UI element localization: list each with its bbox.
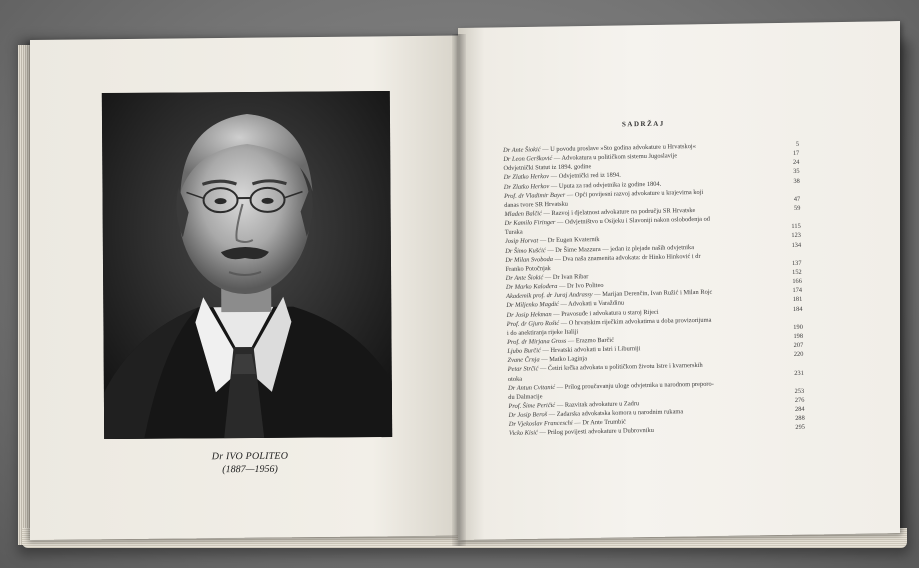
toc-entry-page: 59	[793, 204, 801, 212]
toc-entry-author: Prof. dr Gjuro Rošić	[506, 319, 560, 328]
toc-entry-author: Akademik prof. dr Juraj Andrassy	[506, 291, 593, 301]
toc-entry-page: 123	[791, 232, 802, 240]
toc-entry-author: Prof. dr Vladimir Bayer	[503, 191, 566, 200]
toc-entry-page: 231	[794, 369, 804, 377]
toc-entry-title: — Odvjetnički red iz 1894.	[549, 171, 621, 181]
toc-entry-page: 276	[794, 396, 805, 404]
table-of-contents	[503, 140, 805, 439]
portrait-photo	[102, 91, 392, 439]
toc-entry-page: 220	[793, 350, 804, 359]
toc-entry-title: — Četiri krčka advokata u političkom životu Istre i kvarnerskih	[538, 362, 703, 373]
toc-entry-author: Dr Zlatko Herkov	[503, 173, 550, 182]
toc-entry-title: — Prilog proučavanju uloge odvjetnika u narodnom preporo-	[555, 380, 714, 391]
toc-entry-page: 115	[791, 223, 801, 231]
toc-entry-author: Dr Milan Svoboda	[505, 255, 554, 264]
toc-entry-page: 134	[791, 241, 802, 249]
toc-entry-title: — Zadarska advokatska komora u narodnim rukama	[547, 408, 684, 419]
toc-entry-page: 207	[793, 341, 804, 350]
photo-caption	[150, 449, 350, 476]
toc-entry-title: Turaka	[504, 228, 523, 237]
toc-entry-title: — Erazmo Barčić	[566, 336, 615, 345]
toc-entry-page: 181	[792, 296, 803, 304]
toc-entry-page: 184	[792, 305, 803, 313]
toc-entry-page: 284	[794, 405, 805, 414]
toc-entry-title: du Dalmacije	[508, 393, 543, 401]
toc-entry-author: Dr Leon Geršković	[503, 155, 553, 164]
toc-entry-title: — Razvoj i djelatnost advokature na području SR Hrvatske	[541, 206, 696, 218]
toc-entry-title: — Dr Ante Trumbić	[572, 418, 627, 427]
toc-entry-title: — Dr Ivan Ribar	[543, 273, 589, 282]
toc-entry-author: Josip Horvat	[504, 237, 539, 246]
toc-entry-title: — U povodu proslave »Sto godina advokature u Hrvatskoj«	[540, 142, 696, 154]
toc-entry-page: 35	[793, 168, 800, 176]
toc-entry-author: Dr Miljenko Magdić	[506, 301, 559, 310]
toc-title: SADRŽAJ	[621, 119, 665, 129]
toc-entry-page: 152	[792, 268, 802, 276]
toc-entry-page: 47	[793, 195, 801, 203]
toc-entry-title: — Razvitak advokature u Zadru	[555, 400, 640, 409]
book-gutter	[452, 34, 466, 546]
toc-entry-page: 17	[792, 149, 800, 158]
toc-entry-author: Vicko Kisić	[508, 429, 538, 438]
toc-entry-author: Dr Ante Šiokić	[505, 274, 544, 282]
toc-entry-author: Zvane Črnja	[507, 356, 540, 365]
toc-entry-title: — Dr Šime Mazzura — jedan iz plejade naših odvjetnika	[545, 243, 695, 254]
toc-entry-author: Prof. Šime Peričić	[508, 401, 556, 410]
toc-entry-title: — Dr Eugen Kvaternik	[538, 236, 600, 245]
toc-entry-title: Odvjetnički Statut iz 1894. godine	[503, 163, 592, 173]
toc-entry-title: — Matko Laginja	[539, 355, 588, 364]
toc-entry-title: otoka	[507, 375, 523, 383]
toc-entry-author: Dr Vjekoslav Franceschi	[508, 419, 573, 429]
toc-entry-title: — Odvjetništvo u Osijeku i Slavoniji nakon oslobođenja od	[555, 215, 711, 227]
toc-entry-page: 137	[791, 259, 802, 267]
toc-entry-title: — Opći povijesni razvoj advokature u krajevima koji	[565, 188, 704, 199]
toc-entry-title: — Marijan Derenčin, Ivan Ružić i Milan Rojc	[592, 288, 713, 299]
toc-entry-title: danas tvore SR Hrvatsku	[504, 200, 569, 209]
toc-entry-author: Ljubo Burčić	[507, 347, 541, 356]
toc-entry-page: 190	[793, 323, 803, 331]
caption-name: Dr IVO POLITEO	[211, 450, 289, 463]
toc-entry-author: Dr Ante Šiokić	[503, 146, 541, 154]
toc-entry-page: 253	[794, 387, 805, 395]
toc-entry-title: — Hrvatski advokati u Istri i Liburniji	[540, 345, 641, 355]
toc-entry-page: 24	[792, 159, 800, 167]
toc-entry-author: Petar Strčić	[507, 365, 539, 374]
toc-entry-page: 174	[792, 287, 803, 295]
toc-entry-page: 38	[793, 177, 800, 185]
toc-entry-title: — Pravosuđe i advokatura u staroj Rijeci	[551, 308, 659, 318]
toc-entry-page: 5	[795, 140, 800, 148]
toc-entry-author: Prof. dr Mirjana Gross	[507, 337, 567, 346]
toc-entry-author: Dr Josip Beroš	[508, 411, 548, 420]
toc-entry-page: 288	[795, 414, 805, 423]
toc-entry-title: Franko Potočnjak	[505, 264, 551, 273]
toc-entry-title: — Dr Ivo Politeo	[557, 282, 604, 290]
toc-entry-author: Mladen Balčić	[504, 210, 542, 218]
toc-entry-title: — Dva naša znamenita advokata: dr Hinko Hinković i dr	[552, 252, 701, 263]
caption-dates: (1887—1956)	[222, 463, 278, 476]
toc-entry-author: Dr Antun Cvitanić	[507, 383, 556, 392]
toc-entry-page: 166	[792, 277, 802, 286]
toc-entry-title: — Prilog povijesti advokature u Dubrovniku	[537, 427, 654, 437]
toc-entry-page: 198	[793, 332, 804, 340]
toc-entry-author: Dr Šimo Kušćić	[505, 246, 546, 255]
toc-entry-author: Dr Josip Hekman	[506, 310, 552, 319]
toc-entry-title: — Advokatura u političkom sistemu Jugoslavije	[552, 152, 678, 163]
toc-entry-title: — O hrvatskim riječkim advokatima u doba provizorijuma	[559, 316, 712, 327]
toc-entry-title: — Advokati u Varaždinu	[558, 299, 625, 309]
toc-entry-author: Dr Kamilo Firinger	[504, 219, 556, 228]
toc-entry-author: Dr Zlatko Herkov	[503, 182, 550, 191]
toc-entry-page: 295	[795, 424, 806, 432]
toc-entry-title: — Uputa za rad odvjetnika iz godine 1804.	[549, 180, 662, 190]
toc-entry-title: i do anektiranja rijeke Italiji	[506, 328, 579, 337]
toc-entry-author: Dr Marko Kalođera	[505, 283, 558, 292]
portrait-illustration	[102, 91, 392, 439]
